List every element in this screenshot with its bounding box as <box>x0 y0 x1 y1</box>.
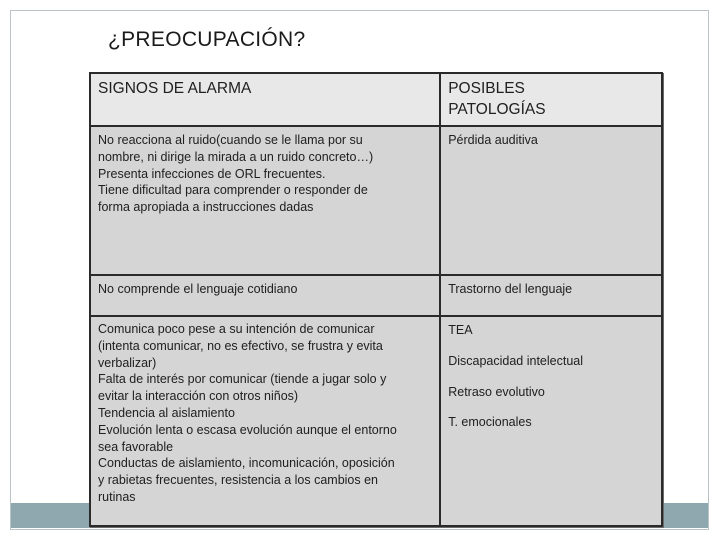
sign-line: Evolución lenta o escasa evolución aunque el entorno <box>98 422 397 437</box>
sign-line: Presenta infecciones de ORL frecuentes. <box>98 166 326 181</box>
sign-line: rutinas <box>98 489 136 504</box>
pathology-cell <box>440 275 662 316</box>
sign-line: nombre, ni dirige la mirada a un ruido concreto…) <box>98 149 374 164</box>
header-signs-label: SIGNOS DE ALARMA <box>98 80 252 97</box>
pathology-cell <box>440 316 662 526</box>
header-signs <box>90 73 440 126</box>
pathology-item: Discapacidad intelectual <box>448 353 584 368</box>
table-row <box>90 126 662 275</box>
sign-line: Tendencia al aislamiento <box>98 405 235 420</box>
table-row <box>90 316 662 526</box>
table-header-row <box>90 73 662 126</box>
pathology-cell <box>440 126 662 275</box>
slide-title: ¿PREOCUPACIÓN? <box>108 28 306 51</box>
sign-line: verbalizar) <box>98 355 157 370</box>
signs-cell <box>90 275 440 316</box>
header-pathologies-line-2: PATOLOGÍAS <box>448 101 546 118</box>
sign-line: y rabietas frecuentes, resistencia a los cambios en <box>98 473 378 488</box>
pathology-item: T. emocionales <box>448 415 532 430</box>
sign-line: Falta de interés por comunicar (tiende a jugar solo y <box>98 372 387 387</box>
alarm-signs-table <box>89 72 663 527</box>
sign-line: sea favorable <box>98 439 174 454</box>
pathology-item: Retraso evolutivo <box>448 384 545 399</box>
signs-cell <box>90 126 440 275</box>
sign-line: (intenta comunicar, no es efectivo, se frustra y evita <box>98 338 383 353</box>
header-pathologies-line-1: POSIBLES <box>448 80 525 97</box>
sign-line: No reacciona al ruido(cuando se le llama por su <box>98 133 363 147</box>
sign-line: Comunica poco pese a su intención de comunicar <box>98 322 375 336</box>
pathology-item: TEA <box>448 323 473 337</box>
signs-cell <box>90 316 440 526</box>
table-row <box>90 275 662 316</box>
sign-line: No comprende el lenguaje cotidiano <box>98 282 298 296</box>
sign-line: Tiene dificultad para comprender o responder de <box>98 183 368 198</box>
sign-line: forma apropiada a instrucciones dadas <box>98 200 314 215</box>
pathology-item: Trastorno del lenguaje <box>448 282 573 296</box>
pathology-item: Pérdida auditiva <box>448 133 538 147</box>
sign-line: Conductas de aislamiento, incomunicación, oposición <box>98 456 395 471</box>
header-pathologies <box>440 73 662 126</box>
sign-line: evitar la interacción con otros niños) <box>98 389 299 404</box>
